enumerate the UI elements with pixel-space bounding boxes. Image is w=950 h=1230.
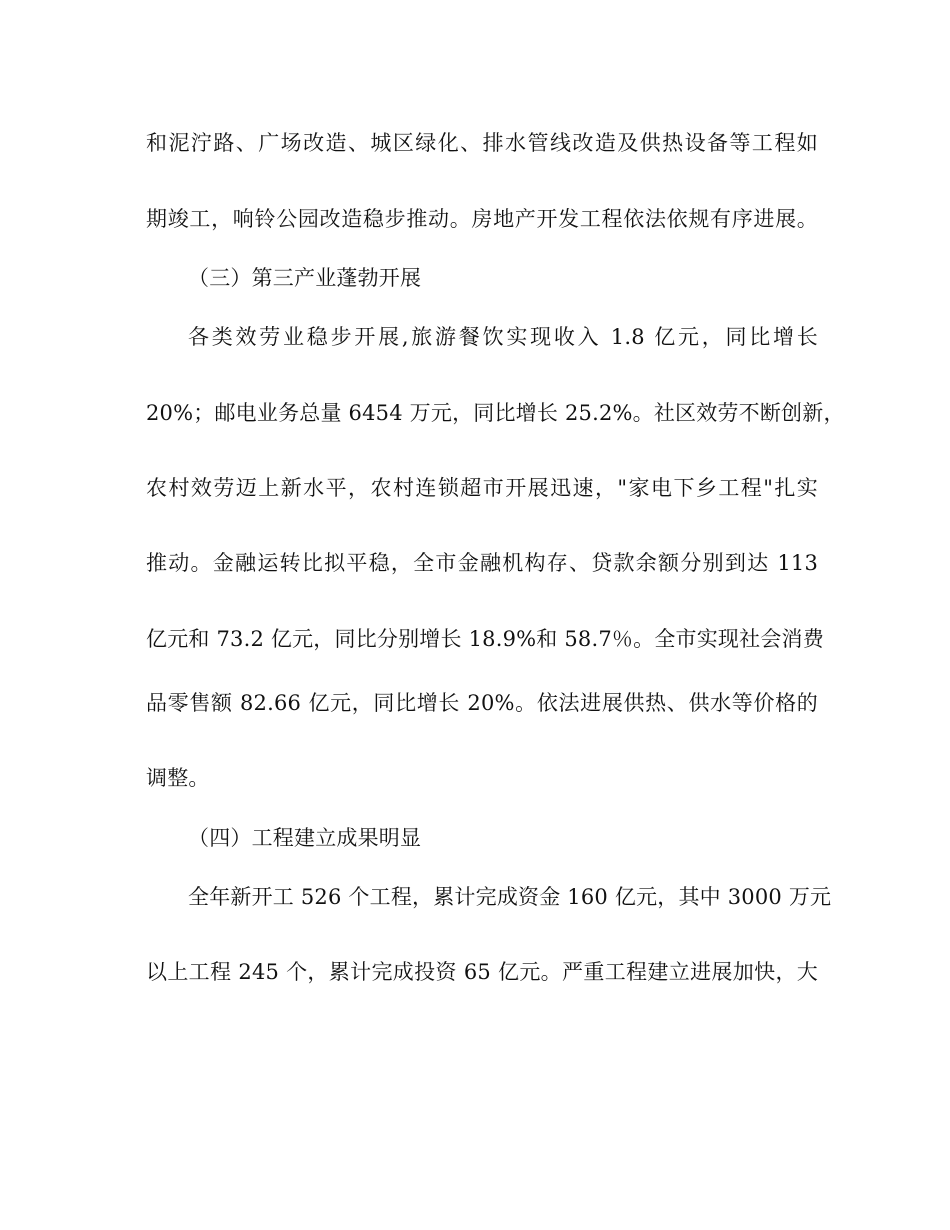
section-heading: （三）第三产业蓬勃开展 <box>188 266 422 290</box>
paragraph-line: 亿元和 73.2 亿元，同比分别增长 18.9%和 58.7％。全市实现社会消费 <box>146 627 824 651</box>
paragraph-line: 品零售额 82.66 亿元，同比增长 20%。依法进展供热、供水等价格的 <box>146 691 818 715</box>
paragraph-line: 调整。 <box>146 766 210 790</box>
section-heading: （四）工程建立成果明显 <box>188 826 422 850</box>
paragraph-line: 各类效劳业稳步开展,旅游餐饮实现收入 1.8 亿元，同比增长 <box>188 325 818 349</box>
paragraph-line: 以上工程 245 个，累计完成投资 65 亿元。严重工程建立进展加快，大 <box>146 960 818 984</box>
paragraph-line: 农村效劳迈上新水平，农村连锁超市开展迅速，"家电下乡工程"扎实 <box>146 476 818 500</box>
paragraph-line: 20%；邮电业务总量 6454 万元，同比增长 25.2%。社区效劳不断创新， <box>146 401 845 425</box>
paragraph-line: 期竣工，响铃公园改造稳步推动。房地产开发工程依法依规有序进展。 <box>146 207 818 231</box>
paragraph-line: 全年新开工 526 个工程，累计完成资金 160 亿元，其中 3000 万元 <box>188 885 832 909</box>
paragraph-line: 和泥泞路、广场改造、城区绿化、排水管线改造及供热设备等工程如 <box>146 131 818 155</box>
paragraph-line: 推动。金融运转比拟平稳，全市金融机构存、贷款余额分别到达 113 <box>146 551 818 575</box>
